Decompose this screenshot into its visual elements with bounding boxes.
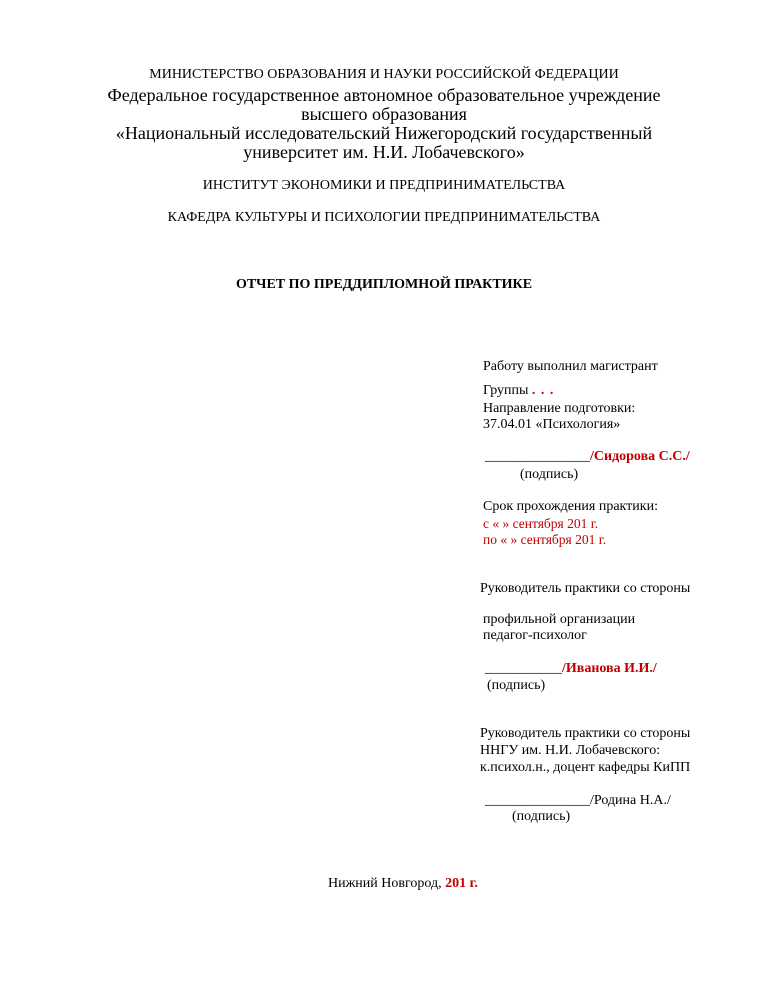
student-signature-caption: (подпись) <box>520 467 579 482</box>
department-line: КАФЕДРА КУЛЬТУРЫ И ПСИХОЛОГИИ ПРЕДПРИНИМАТЕЛЬСТВА <box>167 210 601 225</box>
group-label: Группы <box>483 383 529 398</box>
direction-value: 37.04.01 «Психология» <box>483 417 621 432</box>
univ-supervisor-line-1: Руководитель практики со стороны <box>480 726 691 741</box>
ministry-line: МИНИСТЕРСТВО ОБРАЗОВАНИЯ И НАУКИ РОССИЙСКОЙ ФЕДЕРАЦИИ <box>149 67 619 82</box>
university-line-1: «Национальный исследовательский Нижегородский государственный <box>115 123 653 143</box>
institution-line-2: высшего образования <box>301 104 467 124</box>
direction-label: Направление подготовки: <box>483 401 636 416</box>
org-supervisor-name: /Иванова И.И./ <box>562 661 657 676</box>
period-from: с « » сентября 201 г. <box>483 516 599 531</box>
footer-city: Нижний Новгород, <box>328 876 446 891</box>
institution-line-1: Федеральное государственное автономное образовательное учреждение <box>107 85 661 105</box>
university-line-2: университет им. Н.И. Лобачевского» <box>243 142 525 162</box>
period-to: по « » сентября 201 г. <box>483 532 607 547</box>
group-line <box>483 383 554 399</box>
univ-supervisor-line-3: к.психол.н., доцент кафедры КиПП <box>480 760 691 775</box>
org-signature-line: ___________ <box>485 661 562 676</box>
document-title: ОТЧЕТ ПО ПРЕДДИПЛОМНОЙ ПРАКТИКЕ <box>235 277 533 292</box>
univ-signature-row <box>485 793 671 809</box>
period-label: Срок прохождения практики: <box>483 499 658 514</box>
student-signature-row <box>485 449 690 465</box>
institute-line: ИНСТИТУТ ЭКОНОМИКИ И ПРЕДПРИНИМАТЕЛЬСТВА <box>202 178 566 193</box>
group-value: . . . <box>531 383 555 398</box>
footer-year: 201 г. <box>445 876 478 891</box>
univ-supervisor-name: /Родина Н.А./ <box>590 793 671 808</box>
footer-city-year <box>328 876 478 892</box>
student-signature-line: _______________ <box>485 449 590 464</box>
org-supervisor-line-2: профильной организации <box>483 612 636 627</box>
univ-signature-caption: (подпись) <box>512 809 571 824</box>
org-supervisor-line-1: Руководитель практики со стороны <box>480 581 691 596</box>
org-signature-row <box>485 661 657 677</box>
univ-signature-line: _______________ <box>485 793 590 808</box>
performed-by-label: Работу выполнил магистрант <box>483 359 658 374</box>
org-supervisor-line-3: педагог-психолог <box>483 628 587 643</box>
org-signature-caption: (подпись) <box>487 678 546 693</box>
student-name: /Сидорова С.С./ <box>590 449 690 464</box>
univ-supervisor-line-2: ННГУ им. Н.И. Лобачевского: <box>480 743 661 758</box>
